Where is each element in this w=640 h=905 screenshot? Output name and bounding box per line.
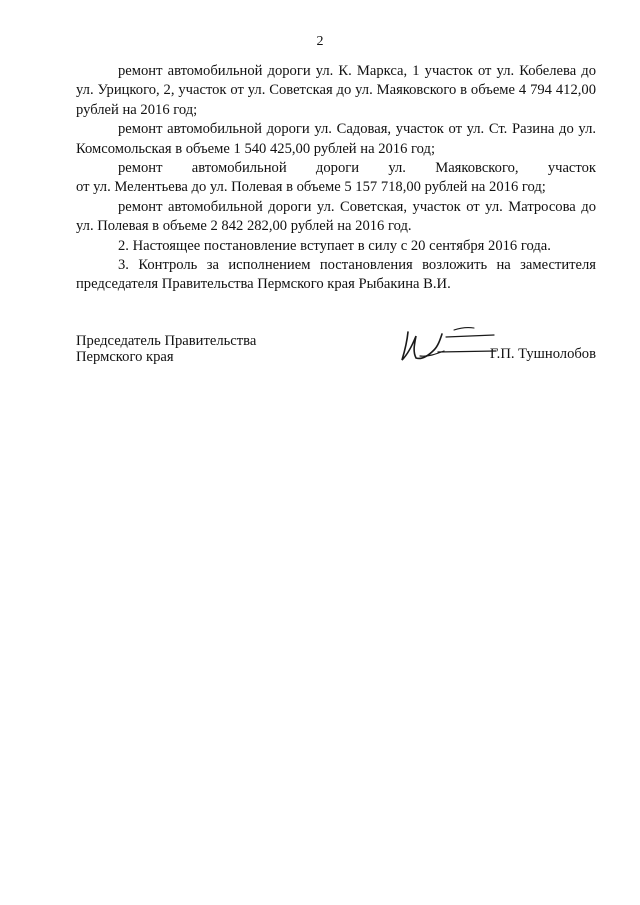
body-paragraph-6: 3. Контроль за исполнением постановления возложить на заместителя председателя Правительства Пермского края Рыбакина В.И. [76, 257, 596, 293]
signatory-name: Г.П. Тушнолобов [489, 346, 596, 362]
signatory-title-line-1: Председатель Правительства [76, 333, 257, 349]
body-paragraph-2: ремонт автомобильной дороги ул. Садовая, участок от ул. Ст. Разина до ул. Комсомольская в объеме 1 540 425,00 рублей на 2016 год; [76, 121, 596, 157]
body-paragraph-3-line-2: от ул. Мелентьева до ул. Полевая в объеме 5 157 718,00 рублей на 2016 год; [76, 179, 546, 196]
body-paragraph-5: 2. Настоящее постановление вступает в силу с 20 сентября 2016 года. [118, 237, 551, 254]
handwritten-signature-icon [398, 324, 498, 366]
body-paragraph-1: ремонт автомобильной дороги ул. К. Маркса, 1 участок от ул. Кобелева до ул. Урицкого, 2, участок от ул. Советская до ул. Маяковского в объеме 4 794 412,00 рублей на 2016 год; [76, 63, 596, 118]
signatory-title [76, 333, 256, 365]
body-paragraph-3-line-1: ремонт автомобильной дороги ул. Маяковского, участок [118, 160, 596, 177]
body-paragraph-4: ремонт автомобильной дороги ул. Советская, участок от ул. Матросова до ул. Полевая в объеме 2 842 282,00 рублей на 2016 год. [76, 198, 596, 235]
signature-block [76, 328, 596, 378]
signatory-title-line-2: Пермского края [76, 349, 174, 365]
document-body [76, 62, 596, 295]
page-number: 2 [316, 34, 324, 49]
